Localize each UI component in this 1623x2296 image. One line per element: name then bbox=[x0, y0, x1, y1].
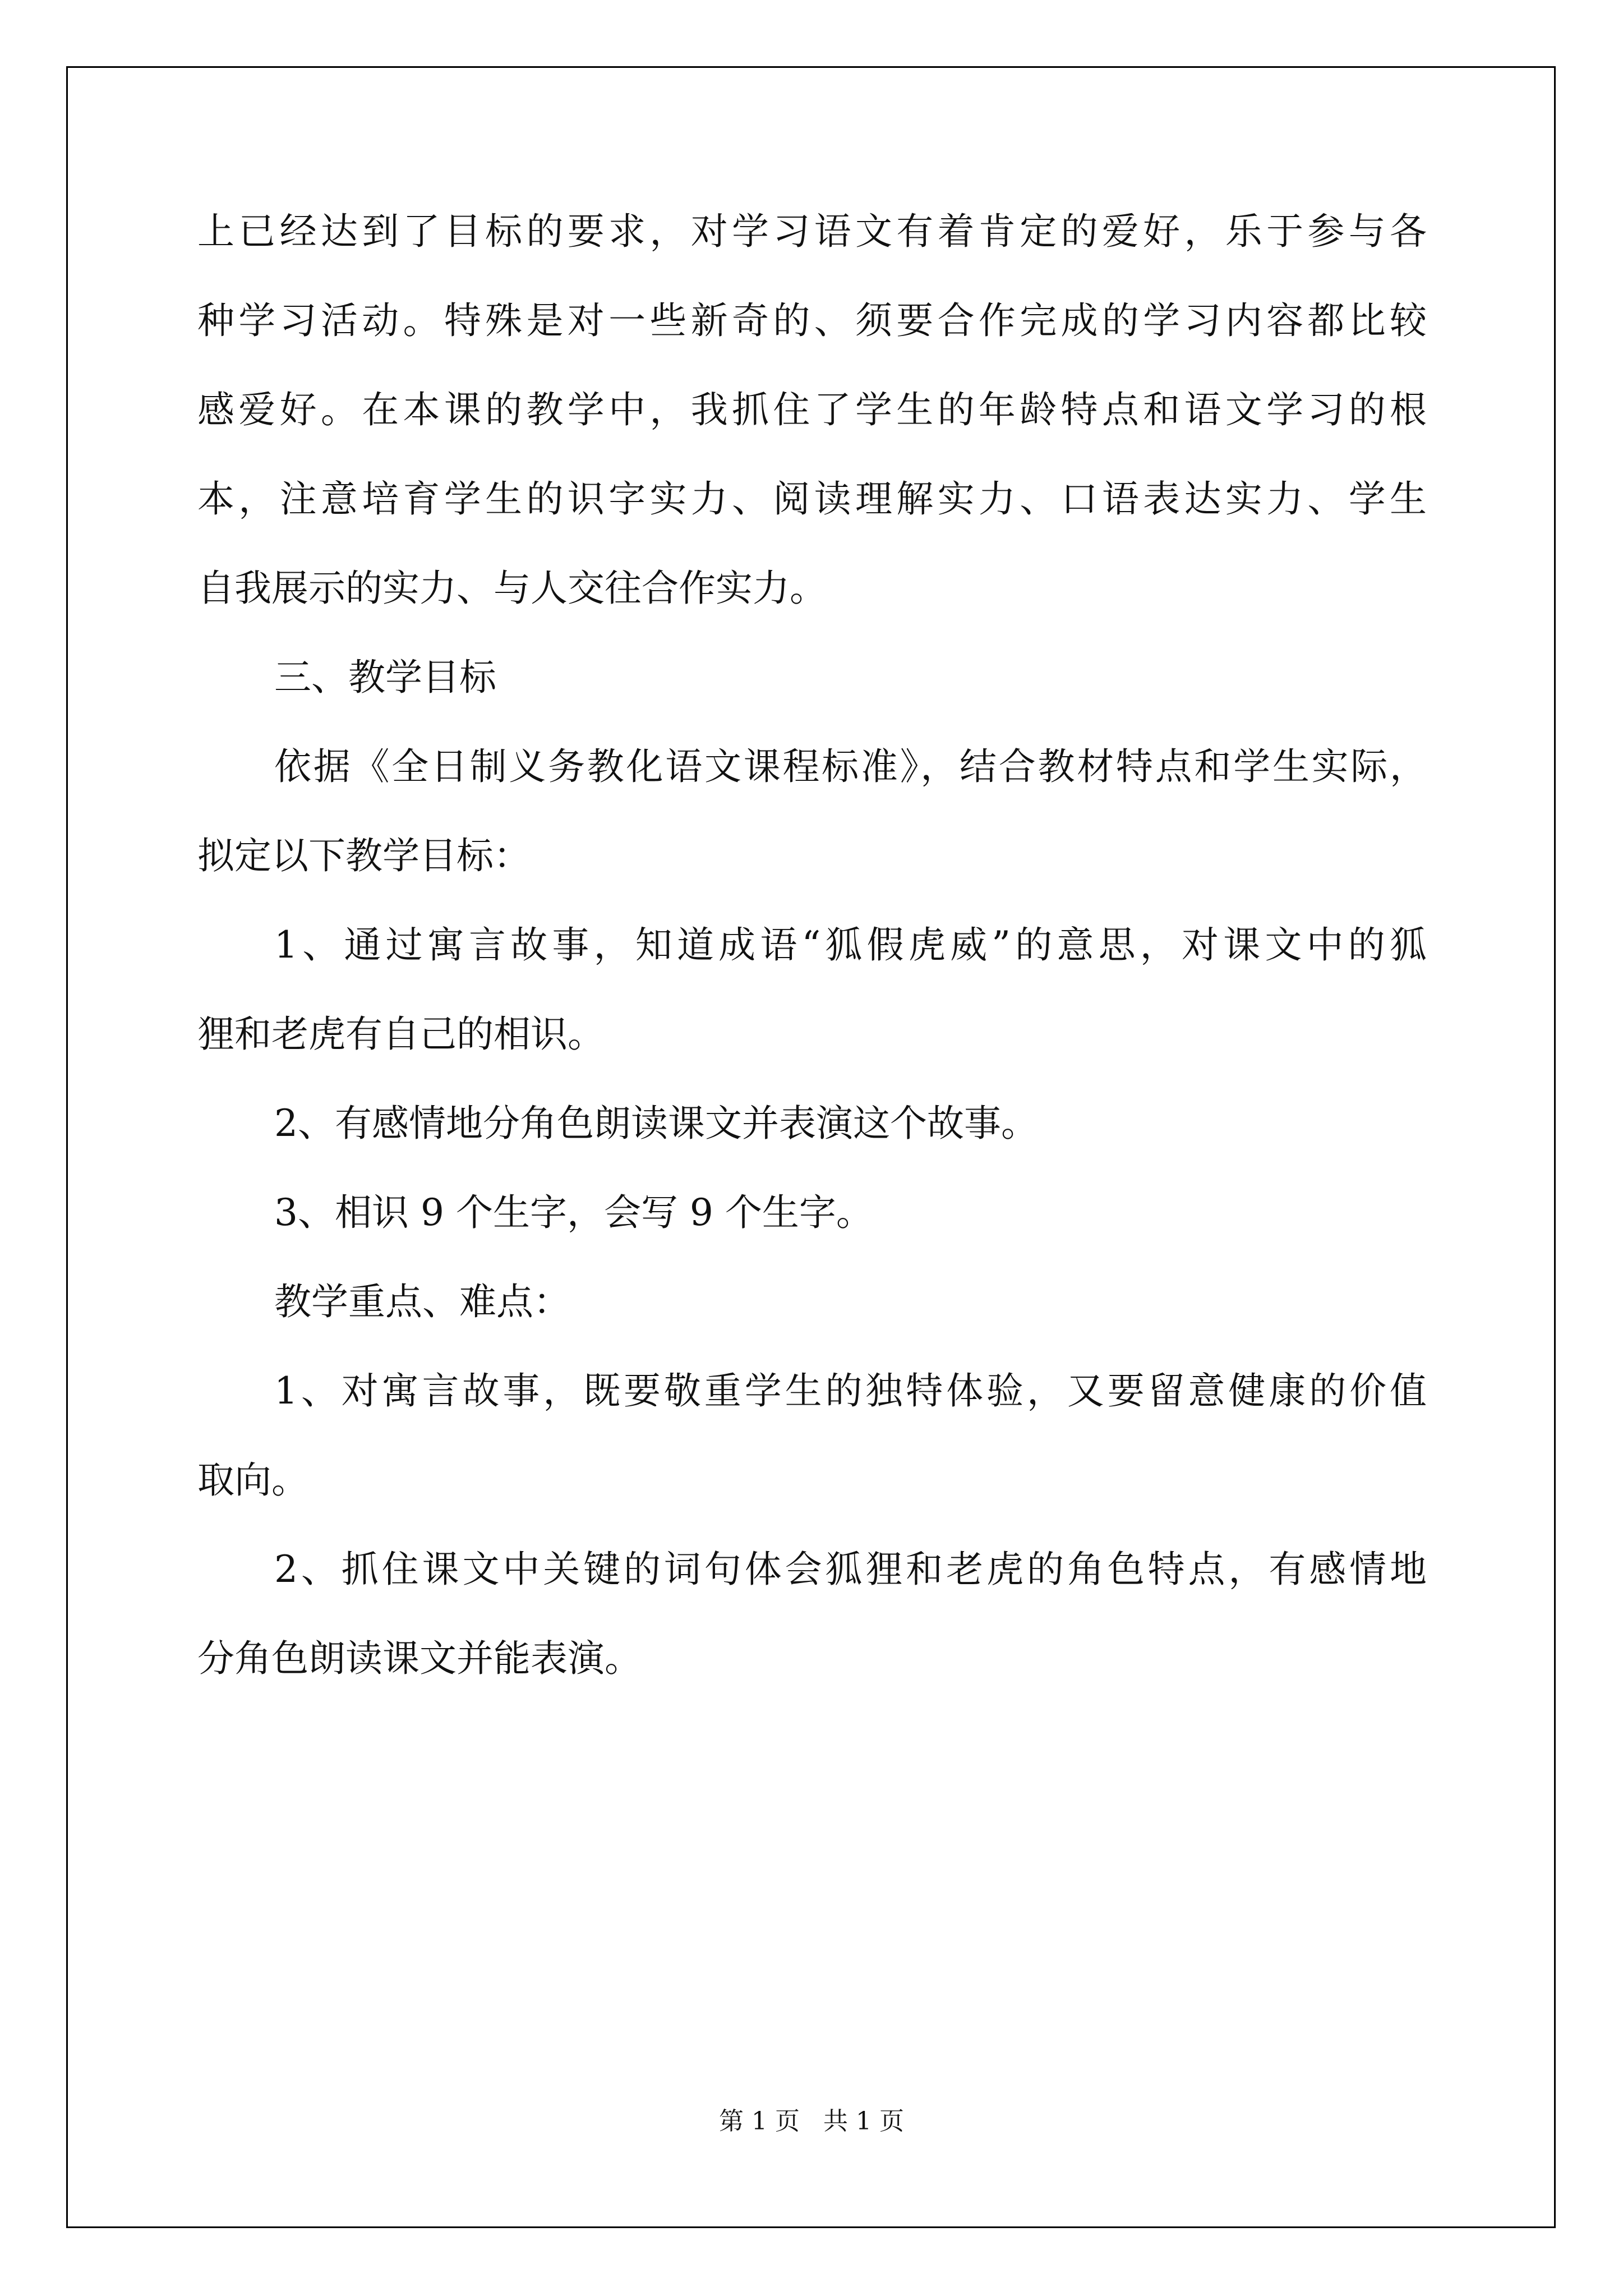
list-item: 1、通过寓言故事，知道成语“狐假虎威”的意思，对课文中的狐 bbox=[274, 923, 1427, 967]
text-line: 感爱好。在本课的教学中，我抓住了学生的年龄特点和语文学习的根 bbox=[197, 388, 1427, 431]
text-line: 种学习活动。特殊是对一些新奇的、须要合作完成的学习内容都比较 bbox=[197, 299, 1427, 342]
list-item: 1、对寓言故事，既要敬重学生的独特体验，又要留意健康的价值 bbox=[274, 1369, 1427, 1412]
list-item: 2、有感情地分角色朗读课文并表演这个故事。 bbox=[274, 1102, 1038, 1145]
section-heading: 教学重点、难点： bbox=[274, 1280, 570, 1323]
text-line: 本，注意培育学生的识字实力、阅读理解实力、口语表达实力、学生 bbox=[197, 477, 1427, 521]
document-body bbox=[197, 210, 1427, 1729]
section-heading: 三、教学目标 bbox=[274, 656, 496, 699]
text-line: 狸和老虎有自己的相识。 bbox=[197, 1013, 605, 1056]
text-line: 拟定以下教学目标： bbox=[197, 834, 531, 877]
text-line: 取向。 bbox=[197, 1458, 308, 1502]
list-item: 2、抓住课文中关键的词句体会狐狸和老虎的角色特点，有感情地 bbox=[274, 1548, 1427, 1591]
text-line: 依据《全日制义务教化语文课程标准》，结合教材特点和学生实际， bbox=[274, 745, 1427, 788]
text-line: 自我展示的实力、与人交往合作实力。 bbox=[197, 567, 827, 610]
text-line: 分角色朗读课文并能表演。 bbox=[197, 1637, 642, 1680]
text-line: 上已经达到了目标的要求，对学习语文有着肯定的爱好，乐于参与各 bbox=[197, 210, 1427, 253]
page-number-footer: 第 1 页 共 1 页 bbox=[719, 2107, 904, 2136]
list-item: 3、相识 9 个生字，会写 9 个生字。 bbox=[274, 1191, 873, 1234]
